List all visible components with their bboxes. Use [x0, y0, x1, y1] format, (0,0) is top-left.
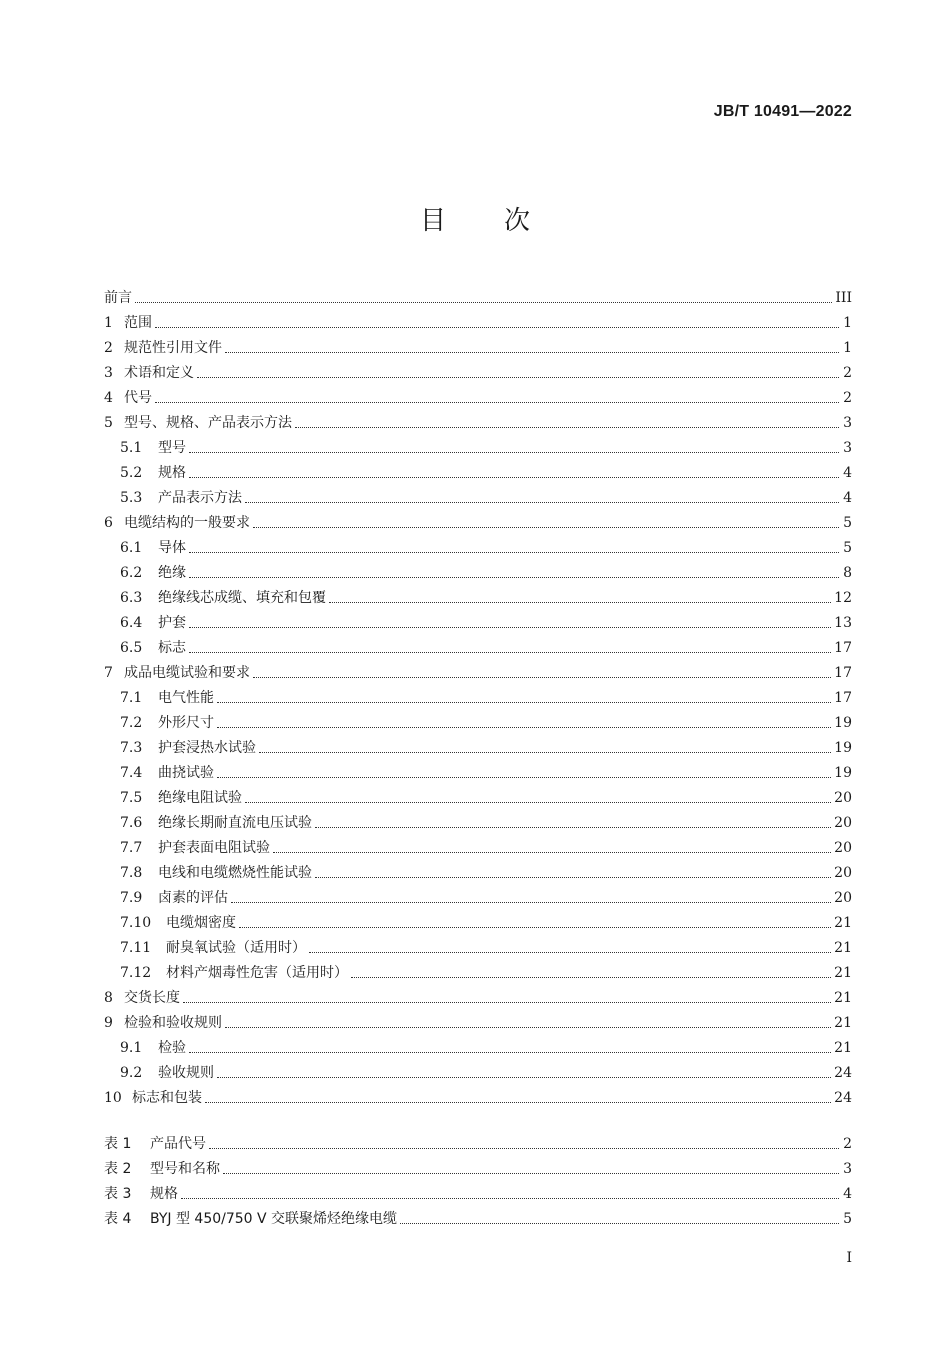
dot-leader	[295, 427, 839, 428]
dot-leader	[155, 402, 839, 403]
entry-number: 表 3	[104, 1186, 132, 1202]
entry-number: 7.8	[120, 865, 143, 881]
entry-number: 7.5	[120, 790, 143, 806]
toc-entry[interactable]	[104, 682, 852, 707]
entry-page: 20	[834, 890, 852, 906]
entry-number: 7.11	[120, 940, 152, 956]
entry-title: 绝缘	[158, 565, 186, 581]
entry-number: 7.1	[120, 690, 143, 706]
entry-number: 6.2	[120, 565, 143, 581]
entry-page: 12	[834, 590, 852, 606]
dot-leader	[189, 577, 839, 578]
toc-entry[interactable]	[104, 932, 852, 957]
dot-leader	[225, 352, 839, 353]
entry-page: 21	[834, 915, 852, 931]
dot-leader	[315, 877, 831, 878]
entry-page: 21	[834, 1040, 852, 1056]
entry-page: 1	[843, 340, 852, 356]
entry-page: 20	[834, 865, 852, 881]
toc-entry[interactable]	[104, 1057, 852, 1082]
list-of-tables	[104, 1128, 852, 1228]
entry-title: 曲挠试验	[158, 765, 214, 781]
entry-title: 规范性引用文件	[124, 340, 222, 356]
entry-number: 表 1	[104, 1136, 132, 1152]
toc-entry[interactable]	[104, 1153, 852, 1178]
table-of-contents	[104, 282, 852, 1107]
entry-number: 6.5	[120, 640, 143, 656]
entry-page: 8	[843, 565, 852, 581]
entry-title: 护套	[158, 615, 186, 631]
entry-number: 3	[104, 365, 113, 381]
entry-page: 19	[834, 715, 852, 731]
toc-entry[interactable]	[104, 1203, 852, 1228]
toc-entry[interactable]	[104, 1032, 852, 1057]
toc-entry[interactable]	[104, 807, 852, 832]
dot-leader	[217, 727, 831, 728]
dot-leader	[155, 327, 839, 328]
entry-page: III	[835, 290, 852, 306]
entry-number: 6.3	[120, 590, 143, 606]
entry-number: 表 4	[104, 1211, 132, 1227]
entry-title: 交货长度	[124, 990, 180, 1006]
dot-leader	[329, 602, 831, 603]
dot-leader	[183, 1002, 831, 1003]
entry-page: 2	[843, 390, 852, 406]
entry-title: 产品表示方法	[158, 490, 242, 506]
entry-title: 材料产烟毒性危害（适用时）	[166, 965, 348, 981]
entry-page: 19	[834, 740, 852, 756]
entry-number: 7.7	[120, 840, 143, 856]
dot-leader	[245, 802, 831, 803]
dot-leader	[351, 977, 831, 978]
dot-leader	[273, 852, 831, 853]
toc-entry[interactable]	[104, 1128, 852, 1153]
entry-title: BYJ 型 450/750 V 交联聚烯烃绝缘电缆	[150, 1211, 398, 1227]
entry-page: 5	[843, 1211, 852, 1227]
toc-entry[interactable]	[104, 632, 852, 657]
toc-entry[interactable]	[104, 882, 852, 907]
toc-entry[interactable]	[104, 957, 852, 982]
entry-page: 4	[843, 1186, 852, 1202]
toc-entry[interactable]	[104, 657, 852, 682]
entry-title: 电气性能	[158, 690, 214, 706]
entry-title: 绝缘长期耐直流电压试验	[158, 815, 312, 831]
toc-entry[interactable]	[104, 457, 852, 482]
entry-title: 电缆烟密度	[166, 915, 236, 931]
toc-entry[interactable]	[104, 1082, 852, 1107]
toc-entry[interactable]	[104, 757, 852, 782]
toc-entry[interactable]	[104, 382, 852, 407]
entry-page: 21	[834, 990, 852, 1006]
entry-number: 8	[104, 990, 113, 1006]
document-code: JB/T 10491—2022	[713, 103, 852, 120]
dot-leader	[189, 552, 839, 553]
toc-entry[interactable]	[104, 282, 852, 307]
entry-page: 20	[834, 790, 852, 806]
page-title: 目次	[419, 206, 588, 236]
entry-title: 型号、规格、产品表示方法	[124, 415, 292, 431]
toc-entry[interactable]	[104, 607, 852, 632]
entry-title: 前言	[104, 290, 132, 306]
entry-page: 24	[834, 1090, 852, 1106]
entry-page: 4	[843, 490, 852, 506]
entry-number: 7.4	[120, 765, 143, 781]
entry-number: 10	[104, 1090, 122, 1106]
entry-title: 型号和名称	[150, 1161, 220, 1177]
entry-page: 3	[843, 440, 852, 456]
entry-title: 护套表面电阻试验	[158, 840, 270, 856]
toc-entry[interactable]	[104, 782, 852, 807]
entry-page: 13	[834, 615, 852, 631]
dot-leader	[217, 777, 831, 778]
dot-leader	[253, 527, 839, 528]
entry-number: 7.3	[120, 740, 143, 756]
entry-number: 7.2	[120, 715, 143, 731]
entry-page: 2	[843, 365, 852, 381]
dot-leader	[189, 652, 831, 653]
dot-leader	[189, 477, 839, 478]
toc-entry[interactable]	[104, 1007, 852, 1032]
entry-title: 标志和包装	[132, 1090, 202, 1106]
entry-title: 卤素的评估	[158, 890, 228, 906]
entry-title: 检验	[158, 1040, 186, 1056]
toc-entry[interactable]	[104, 332, 852, 357]
entry-page: 5	[843, 515, 852, 531]
dot-leader	[309, 952, 831, 953]
entry-title: 导体	[158, 540, 186, 556]
entry-page: 20	[834, 840, 852, 856]
entry-title: 验收规则	[158, 1065, 214, 1081]
entry-number: 7.10	[120, 915, 152, 931]
entry-number: 1	[104, 315, 113, 331]
entry-title: 术语和定义	[124, 365, 194, 381]
toc-entry[interactable]	[104, 357, 852, 382]
entry-number: 7.6	[120, 815, 143, 831]
dot-leader	[223, 1173, 839, 1174]
toc-entry[interactable]	[104, 857, 852, 882]
dot-leader	[189, 452, 839, 453]
dot-leader	[189, 627, 831, 628]
dot-leader	[315, 827, 831, 828]
entry-title: 检验和验收规则	[124, 1015, 222, 1031]
entry-title: 范围	[124, 315, 152, 331]
entry-page: 17	[834, 640, 852, 656]
dot-leader	[400, 1223, 839, 1224]
entry-number: 5.2	[120, 465, 143, 481]
entry-title: 外形尺寸	[158, 715, 214, 731]
entry-title: 型号	[158, 440, 186, 456]
entry-number: 7.12	[120, 965, 152, 981]
dot-leader	[209, 1148, 839, 1149]
toc-entry[interactable]	[104, 582, 852, 607]
toc-entry[interactable]	[104, 732, 852, 757]
entry-page: 21	[834, 1015, 852, 1031]
dot-leader	[135, 302, 832, 303]
dot-leader	[189, 1052, 831, 1053]
toc-entry[interactable]	[104, 907, 852, 932]
dot-leader	[205, 1102, 831, 1103]
entry-page: 3	[843, 1161, 852, 1177]
entry-page: 5	[843, 540, 852, 556]
entry-number: 5.1	[120, 440, 143, 456]
toc-entry[interactable]	[104, 307, 852, 332]
toc-entry[interactable]	[104, 982, 852, 1007]
entry-number: 7.9	[120, 890, 143, 906]
entry-number: 表 2	[104, 1161, 132, 1177]
dot-leader	[259, 752, 831, 753]
toc-entry[interactable]	[104, 532, 852, 557]
toc-entry[interactable]	[104, 1178, 852, 1203]
entry-title: 绝缘线芯成缆、填充和包覆	[158, 590, 326, 606]
dot-leader	[197, 377, 839, 378]
entry-number: 6.4	[120, 615, 143, 631]
footer-page-number: I	[846, 1250, 852, 1266]
dot-leader	[181, 1198, 839, 1199]
entry-number: 5.3	[120, 490, 143, 506]
toc-entry[interactable]	[104, 832, 852, 857]
entry-title: 绝缘电阻试验	[158, 790, 242, 806]
dot-leader	[231, 902, 831, 903]
entry-title: 规格	[150, 1186, 178, 1202]
dot-leader	[253, 677, 831, 678]
entry-page: 3	[843, 415, 852, 431]
dot-leader	[225, 1027, 831, 1028]
entry-title: 护套浸热水试验	[158, 740, 256, 756]
entry-title: 产品代号	[150, 1136, 206, 1152]
entry-number: 9.2	[120, 1065, 143, 1081]
dot-leader	[245, 502, 839, 503]
toc-entry[interactable]	[104, 557, 852, 582]
toc-entry[interactable]	[104, 482, 852, 507]
entry-number: 4	[104, 390, 113, 406]
dot-leader	[239, 927, 831, 928]
entry-title: 规格	[158, 465, 186, 481]
entry-page: 19	[834, 765, 852, 781]
dot-leader	[217, 702, 831, 703]
entry-page: 17	[834, 665, 852, 681]
toc-entry[interactable]	[104, 432, 852, 457]
entry-page: 4	[843, 465, 852, 481]
dot-leader	[217, 1077, 831, 1078]
entry-page: 24	[834, 1065, 852, 1081]
entry-number: 7	[104, 665, 113, 681]
entry-number: 5	[104, 415, 113, 431]
entry-page: 1	[843, 315, 852, 331]
entry-title: 标志	[158, 640, 186, 656]
entry-number: 9.1	[120, 1040, 143, 1056]
toc-entry[interactable]	[104, 707, 852, 732]
entry-page: 17	[834, 690, 852, 706]
entry-title: 成品电缆试验和要求	[124, 665, 250, 681]
entry-number: 6.1	[120, 540, 143, 556]
entry-page: 21	[834, 940, 852, 956]
entry-page: 20	[834, 815, 852, 831]
entry-title: 耐臭氧试验（适用时）	[166, 940, 306, 956]
entry-page: 21	[834, 965, 852, 981]
toc-entry[interactable]	[104, 407, 852, 432]
entry-title: 电线和电缆燃烧性能试验	[158, 865, 312, 881]
entry-number: 9	[104, 1015, 113, 1031]
entry-title: 电缆结构的一般要求	[124, 515, 250, 531]
entry-page: 2	[843, 1136, 852, 1152]
entry-number: 6	[104, 515, 113, 531]
entry-number: 2	[104, 340, 113, 356]
toc-entry[interactable]	[104, 507, 852, 532]
entry-title: 代号	[124, 390, 152, 406]
